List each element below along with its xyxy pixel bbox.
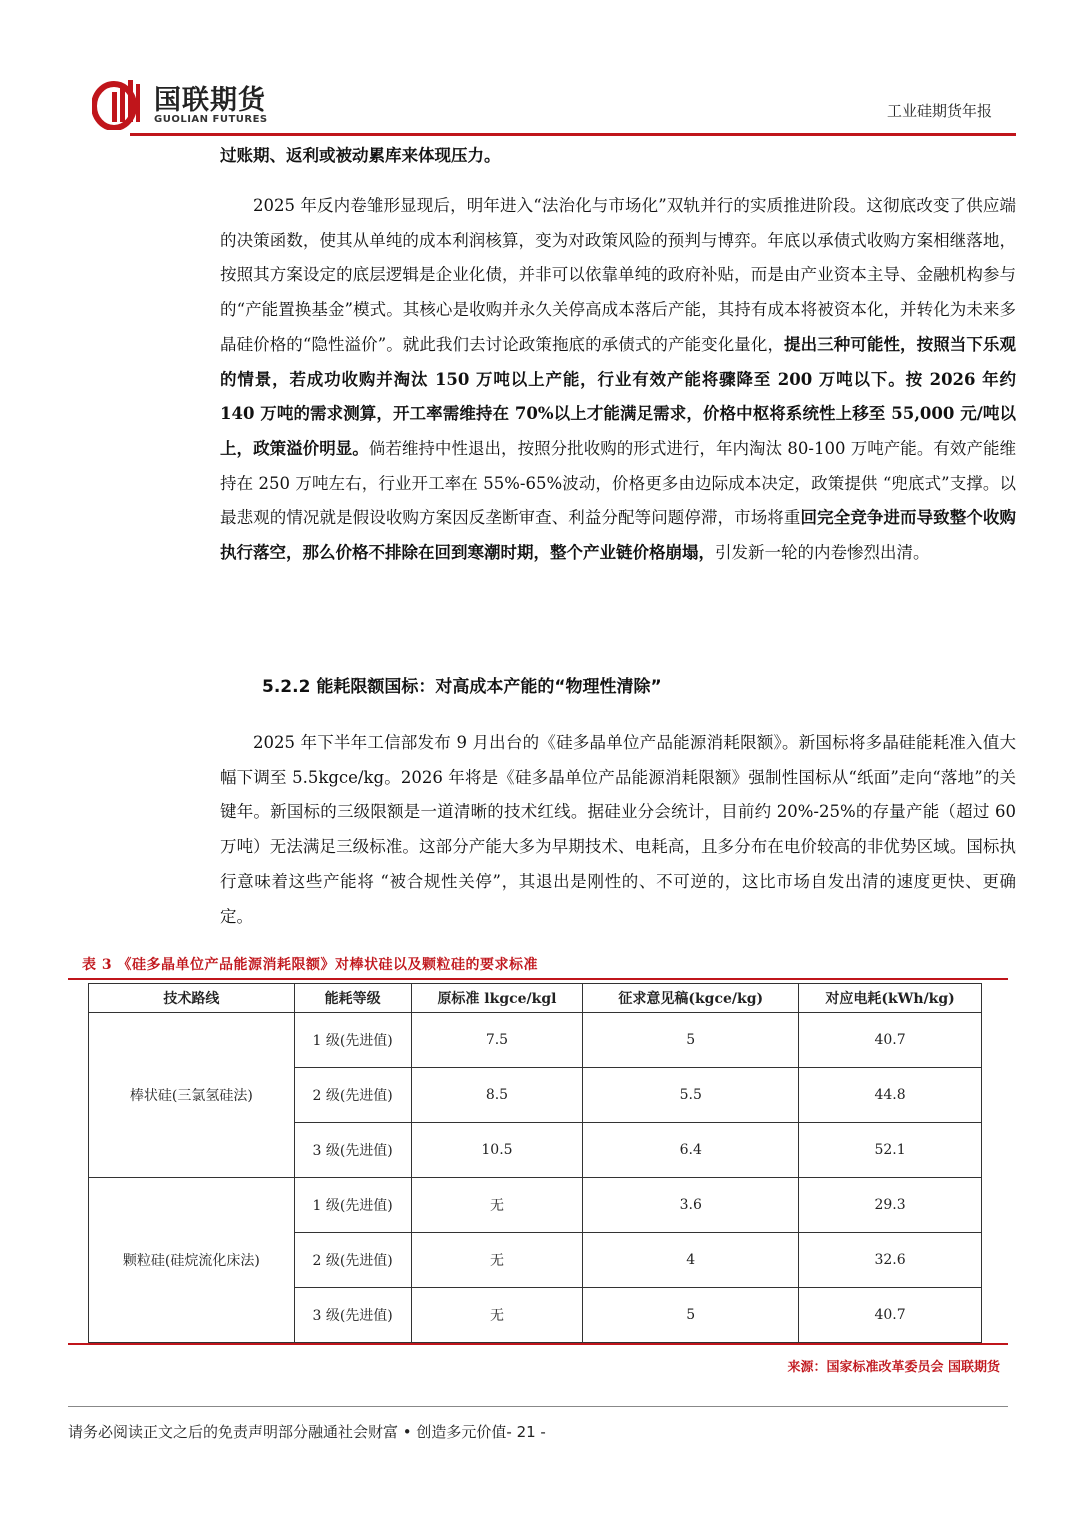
- bold-text: 回完全竞争进而导致整个收购执行落空，那么价格不排除在回到寒潮时期，整个产业链价格崩塌，: [220, 508, 1017, 563]
- level-cell: 2 级(先进值): [294, 1233, 411, 1288]
- original-cell: 7.5: [411, 1013, 583, 1068]
- table-row: [89, 1178, 982, 1233]
- power-cell: 52.1: [799, 1123, 982, 1178]
- guolian-logo-icon: [92, 78, 142, 130]
- header-tech-route: 技术路线: [89, 984, 295, 1013]
- table-source: 来源：国家标准改革委员会 国联期货: [787, 1360, 1000, 1375]
- power-cell: 40.7: [799, 1288, 982, 1343]
- power-cell: 32.6: [799, 1233, 982, 1288]
- power-cell: 40.7: [799, 1013, 982, 1068]
- original-cell: 10.5: [411, 1123, 583, 1178]
- original-cell: 无: [411, 1178, 583, 1233]
- level-cell: 1 级(先进值): [294, 1013, 411, 1068]
- energy-consumption-table: [88, 983, 982, 1343]
- paragraph-text: 2025 年下半年工信部发布 9 月出台的《硅多晶单位产品能源消耗限额》。新国标将多晶硅能耗准入值大幅下调至 5.5kgce/kg。2026 年将是《硅多晶单位产品能源消耗限额》强制性国标从“纸面”走向“落地”的关键年。新国标的三级限额是一道清晰的技术红线。据硅业分会统计，目前约 20%-25%的存量产能（超过 60 万吨）无法满足三级标准。这部分产能大多为早期技术、电耗高，且多分布在电价较高的非优势区域。国标执行意味着这些产能将 “被合规性关停”，其退出是刚性的、不可逆的，这比市场自发出清的速度更快、更确定。: [220, 733, 1016, 926]
- bold-text: 提出三种可能性，按照当下乐观的情景，若成功收购并淘汰 150 万吨以上产能，行业有效产能将骤降至 200 万吨以下。按 2026 年约 140 万吨的需求测算，开工率需维持在 70%以上才能满足需求，价格中枢将系统性上移至 55,000 元/吨以上，政策溢价明显。: [220, 334, 1016, 458]
- header-energy-level: 能耗等级: [294, 984, 411, 1013]
- paragraph-text: 2025 年反内卷雏形显现后，明年进入“法治化与市场化”双轨并行的实质推进阶段。这彻底改变了供应端的决策函数，使其从单纯的成本利润核算，变为对政策风险的预判与博弈。年底以承债式收购方案相继落地，按照其方案设定的底层逻辑是企业化债，并非可以依靠单纯的政府补贴，而是由产业资本主导、金融机构参与的“产能置换基金”模式。其核心是收购并永久关停高成本落后产能，其持有成本将被资本化，并转化为未来多晶硅价格的“隐性溢价”。就此我们去讨论政策拖底的承债式的产能变化量化，: [220, 196, 1016, 354]
- level-cell: 2 级(先进值): [294, 1068, 411, 1123]
- logo-english-name: GUOLIAN FUTURES: [154, 114, 268, 125]
- power-cell: 29.3: [799, 1178, 982, 1233]
- footer-divider: [68, 1406, 1008, 1407]
- report-title: 工业硅期货年报: [886, 102, 992, 120]
- table-row: [89, 1013, 982, 1068]
- section-heading: 5.2.2 能耗限额国标：对高成本产能的“物理性清除”: [262, 677, 662, 697]
- header-original-standard: 原标准 lkgce/kgl: [411, 984, 583, 1013]
- table-top-rule: [68, 978, 1008, 980]
- original-cell: 无: [411, 1233, 583, 1288]
- page-footer: 请务必阅读正文之后的免责声明部分融通社会财富 • 创造多元价值- 21 -: [68, 1423, 546, 1441]
- power-cell: 44.8: [799, 1068, 982, 1123]
- draft-cell: 5: [583, 1288, 799, 1343]
- header-power-consumption: 对应电耗(kWh/kg): [799, 984, 982, 1013]
- paragraph-continuation: [220, 139, 1016, 174]
- header-divider: [130, 133, 1016, 136]
- paragraph-text: 引发新一轮的内卷惨烈出清。: [715, 543, 930, 563]
- level-cell: 1 级(先进值): [294, 1178, 411, 1233]
- bold-text: 过账期、返利或被动累库来体现压力。: [220, 146, 501, 165]
- draft-cell: 6.4: [583, 1123, 799, 1178]
- table-caption: 表 3 《硅多晶单位产品能源消耗限额》对棒状硅以及颗粒硅的要求标准: [82, 957, 538, 973]
- draft-cell: 3.6: [583, 1178, 799, 1233]
- level-cell: 3 级(先进值): [294, 1288, 411, 1343]
- original-cell: 8.5: [411, 1068, 583, 1123]
- paragraph-anti-involution: [220, 189, 1016, 571]
- logo-chinese-name: 国联期货: [154, 85, 266, 116]
- original-cell: 无: [411, 1288, 583, 1343]
- level-cell: 3 级(先进值): [294, 1123, 411, 1178]
- paragraph-text: 倘若维持中性退出，按照分批收购的形式进行，年内淘汰 80-100 万吨产能。有效产能维持在 250 万吨左右，行业开工率在 55%-65%波动，价格更多由边际成本决定，政策提供 “兜底式”支撑。以最悲观的情况就是假设收购方案因反垄断审查、利益分配等问题停滞，市场将重: [220, 438, 1017, 528]
- route-cell: 颗粒硅(硅烷流化床法): [89, 1178, 295, 1343]
- table-bottom-rule: [68, 1343, 1008, 1345]
- header-draft-standard: 征求意见稿(kgce/kg): [583, 984, 799, 1013]
- table-header-row: [89, 984, 982, 1013]
- route-cell: 棒状硅(三氯氢硅法): [89, 1013, 295, 1178]
- draft-cell: 4: [583, 1233, 799, 1288]
- page-header: [92, 72, 1016, 136]
- paragraph-energy-standard: [220, 726, 1016, 934]
- draft-cell: 5: [583, 1013, 799, 1068]
- draft-cell: 5.5: [583, 1068, 799, 1123]
